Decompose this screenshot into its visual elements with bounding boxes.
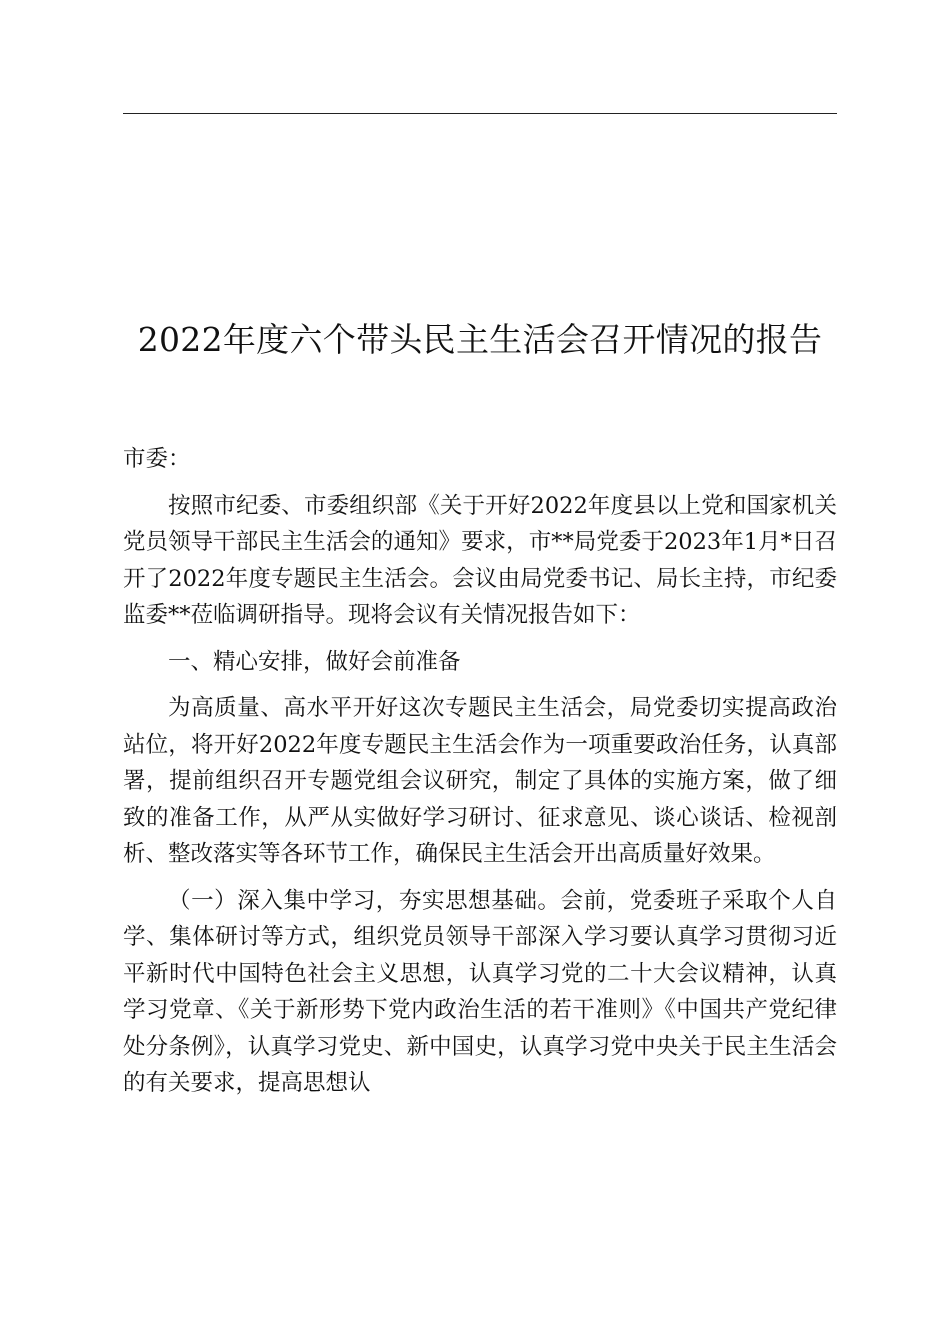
salutation: 市委： bbox=[123, 446, 191, 472]
document-title: 2022年度六个带头民主生活会召开情况的报告 bbox=[137, 320, 823, 359]
document-body bbox=[123, 441, 837, 1112]
header-rule bbox=[123, 113, 837, 114]
paragraph-intro: 按照市纪委、市委组织部《关于开好2022年度县以上党和国家机关党员领导干部民主生活会的通知》要求，市**局党委于2023年1月*日召开了2022年度专题民主生活会。会议由局党委书记、局长主持，市纪委监委**莅临调研指导。现将会议有关情况报告如下： bbox=[123, 492, 837, 628]
paragraph-section-1: 为高质量、高水平开好这次专题民主生活会，局党委切实提高政治站位，将开好2022年度专题民主生活会作为一项重要政治任务，认真部署，提前组织召开专题党组会议研究，制定了具体的实施方案，做了细致的准备工作，从严从实做好学习研讨、征求意见、谈心谈话、检视剖析、整改落实等各环节工作，确保民主生活会开出高质量好效果。 bbox=[123, 695, 837, 867]
paragraph-subsection-1: （一）深入集中学习，夯实思想基础。会前，党委班子采取个人自学、集体研讨等方式，组织党员领导干部深入学习要认真学习贯彻习近平新时代中国特色社会主义思想，认真学习党的二十大会议精神，认真学习党章、《关于新形势下党内政治生活的若干准则》《中国共产党纪律处分条例》，认真学习党史、新中国史，认真学习党中央关于民主生活会的有关要求，提高思想认 bbox=[123, 887, 837, 1096]
section-heading-1: 一、精心安排，做好会前准备 bbox=[168, 648, 461, 675]
